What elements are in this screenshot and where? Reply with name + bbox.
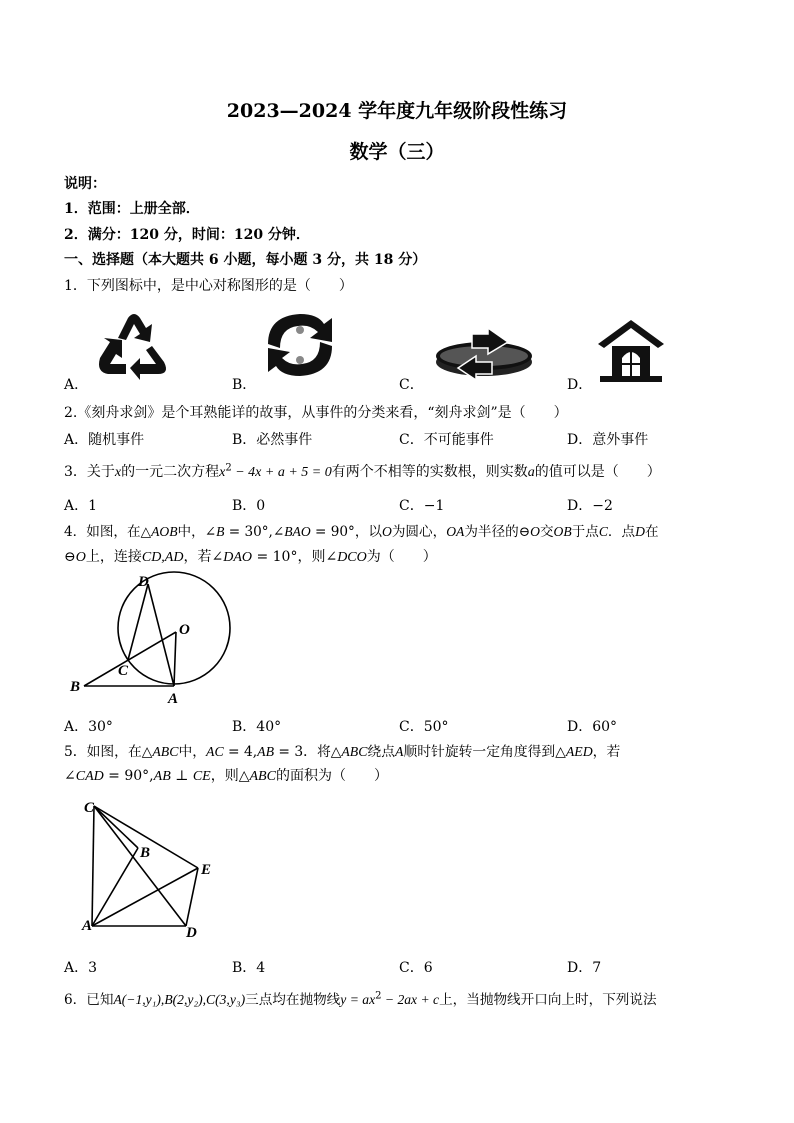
q2-option-a: A．随机事件 (64, 432, 145, 448)
q5-text: 顺时针旋转一定角度得到△ (403, 744, 566, 760)
q4-text: = 90°，以 (310, 524, 383, 540)
disc-arrows-icon (432, 332, 536, 382)
q4-var: DAO (223, 550, 252, 565)
q5-text: ∠ (64, 768, 76, 784)
q3-eq-rest: − 4x + a + 5 = 0 (231, 465, 332, 480)
q5-option-a: A．3 (64, 960, 98, 976)
q5-text: 中， (178, 744, 207, 760)
q4-text: 于点 (571, 524, 599, 540)
q4-line-1 (64, 520, 659, 540)
segment-ae (92, 868, 198, 926)
segment-cd (94, 806, 186, 926)
q4-var: BAO (284, 524, 311, 539)
q4-var: OB (553, 524, 572, 539)
q4-text: = 30°,∠ (224, 524, 285, 540)
q3-eq-x: x (219, 465, 226, 480)
q4-text: 中，∠ (177, 524, 217, 540)
segment-ed (186, 868, 198, 926)
notes-item-1: 1．范围：上册全部． (64, 201, 200, 217)
q5-option-c: C．6 (399, 960, 433, 976)
q6-text: 上，当抛物线开口向上时，下列说法 (439, 992, 657, 1008)
q3-var-x: x (114, 465, 122, 480)
label-b: B (70, 679, 81, 695)
q5-text: = 90°, (103, 768, 154, 784)
label-e: E (201, 862, 212, 878)
q5-text: = 4, (223, 744, 258, 760)
q4-text: = 10°，则∠ (252, 549, 338, 565)
label-d: D (186, 925, 197, 941)
q4-line-2 (64, 546, 437, 566)
q4-text: 上，连接 (85, 549, 142, 565)
q6-points: A(−1,y₁),B(2,y₂),C(3,y₃) (113, 992, 246, 1007)
q5-line-2 (64, 765, 388, 785)
q5-text: = 3．将△ (274, 744, 342, 760)
q4-var: D (635, 524, 645, 539)
q5-text: 的面积为（ ） (275, 768, 388, 784)
q4-var: O (530, 524, 540, 539)
q6-parabola-sup: 2 (375, 990, 382, 1002)
q5-text: ，若 (592, 744, 621, 760)
q4-var: O (382, 524, 392, 539)
q4-option-c: C．50° (399, 719, 449, 735)
circular-arrows-icon (262, 308, 338, 382)
q3-stem (64, 461, 661, 481)
q6-parabola: − 2ax + c (381, 992, 440, 1007)
q1-option-c: C． (399, 377, 424, 393)
q6-text: 三点均在抛物线 (245, 992, 341, 1008)
q4-var: O (75, 550, 86, 565)
q5-var: ABC (341, 744, 368, 759)
q6-parabola: y = ax (340, 992, 376, 1007)
q2-option-c: C．不可能事件 (399, 432, 494, 448)
q5-option-d: D．7 (567, 960, 602, 976)
q4-text: ．点 (607, 524, 636, 540)
q4-text: ，若∠ (183, 549, 224, 565)
q4-var: DCO (337, 550, 367, 565)
label-o: O (179, 622, 190, 638)
q5-geometry-figure (78, 796, 218, 942)
q4-option-a: A．30° (64, 719, 113, 735)
q3-var-a: a (527, 465, 535, 480)
paper-title: 2023—2024 学年度九年级阶段性练习 (226, 100, 568, 122)
q5-line-1 (64, 740, 620, 760)
q2-option-d: D．意外事件 (567, 432, 649, 448)
q1-option-b: B． (232, 377, 257, 393)
q3-option-d: D．−2 (567, 498, 613, 514)
label-c: C (84, 800, 95, 816)
q2-option-b: B．必然事件 (232, 432, 313, 448)
q4-var: OA (446, 524, 465, 539)
q4-text: 为半径的⊖ (464, 524, 531, 540)
q3-eq-sup: 2 (225, 462, 232, 474)
q4-var: B (216, 524, 225, 539)
q5-var: AB (257, 744, 275, 759)
notes-item-2: 2．满分：120 分，时间：120 分钟． (64, 227, 310, 243)
q5-var: CE (192, 769, 211, 784)
q4-option-d: D．60° (567, 719, 618, 735)
notes-label: 说明： (64, 176, 106, 192)
q5-var: AB (153, 769, 171, 784)
q4-text: 为圆心， (391, 524, 447, 540)
q5-text: ，则△ (210, 768, 250, 784)
q6-text: 6．已知 (64, 992, 114, 1008)
q5-text: 5．如图，在△ (64, 744, 153, 760)
label-a: A (168, 691, 179, 707)
q1-stem: 1．下列图标中，是中心对称图形的是（ ） (64, 278, 353, 294)
q1-option-d: D． (567, 377, 593, 393)
q6-stem (64, 988, 657, 1008)
q5-text: ⊥ (170, 768, 193, 784)
segment-oa (174, 632, 176, 686)
q3-option-c: C．−1 (399, 498, 445, 514)
q4-text: 交 (539, 524, 554, 540)
q5-var: AED (565, 744, 593, 759)
q5-var: ABC (249, 769, 276, 784)
q3-option-b: B．0 (232, 498, 266, 514)
q4-var: C (598, 524, 608, 539)
section-heading: 一、选择题（本大题共 6 小题，每小题 3 分，共 18 分） (64, 252, 427, 268)
q1-option-a: A． (64, 377, 89, 393)
q3-stem-mid: 的一元二次方程 (121, 464, 220, 480)
q5-option-b: B．4 (232, 960, 266, 976)
segment-cb (94, 806, 138, 848)
q4-var: AOB (151, 524, 178, 539)
q4-text: 为（ ） (366, 549, 437, 565)
q4-text: 在 (644, 524, 659, 540)
q4-var: CD,AD (141, 550, 184, 565)
recycle-icon (96, 308, 172, 382)
q3-option-a: A．1 (64, 498, 98, 514)
paper-subtitle: 数学（三） (349, 141, 445, 163)
q4-geometry-figure (64, 570, 214, 710)
q5-var: ABC (152, 744, 179, 759)
q3-stem-post1: 有两个不相等的实数根，则实数 (331, 464, 528, 480)
q5-var: AC (206, 744, 224, 759)
q2-stem: 2.《刻舟求剑》是个耳熟能详的故事，从事件的分类来看，“刻舟求剑”是（ ） (64, 405, 568, 421)
q3-stem-pre: 3．关于 (64, 464, 115, 480)
label-d: D (138, 574, 149, 590)
q4-option-b: B．40° (232, 719, 282, 735)
q5-var: CAD (75, 769, 104, 784)
q4-text: 4．如图，在△ (64, 524, 152, 540)
label-c: C (118, 663, 129, 679)
q3-stem-post2: 的值可以是（ ） (534, 464, 661, 480)
segment-ca (92, 806, 94, 926)
label-b: B (140, 845, 151, 861)
label-a: A (82, 918, 93, 934)
q5-text: 绕点 (367, 744, 396, 760)
q5-var: A (395, 744, 404, 759)
q4-text: ⊖ (64, 549, 76, 565)
segment-dc (128, 584, 148, 660)
house-icon (596, 316, 666, 384)
